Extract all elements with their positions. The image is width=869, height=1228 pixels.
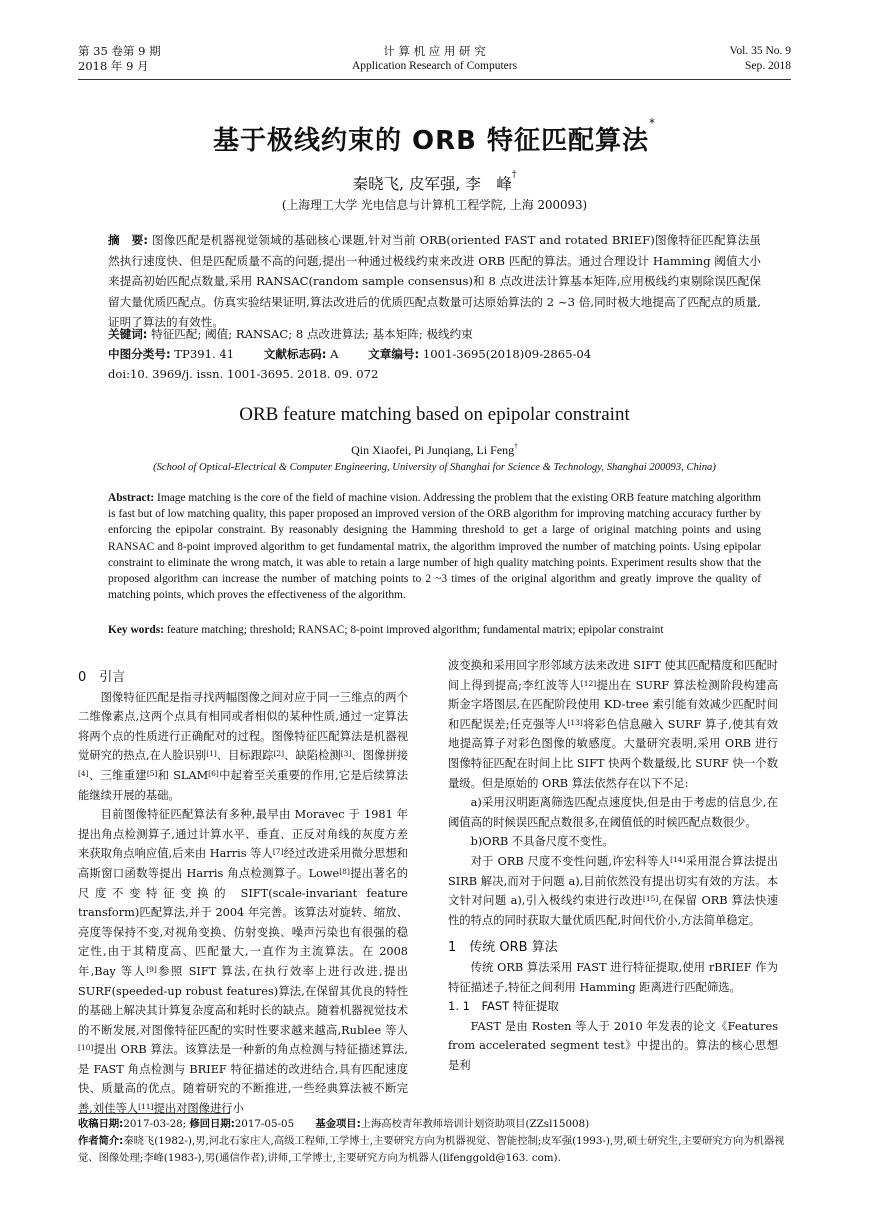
abstract-cn-label: 摘 要: [108,233,149,247]
en-title: ORB feature matching based on epipolar constraint [239,404,630,425]
journal-name-en: Application Research of Computers [351,60,518,72]
date-cn: 2018 年 9 月 [78,59,149,73]
intro-paragraph-2: 目前图像特征匹配算法有多种,最早由 Moravec 于 1981 年提出角点检测算子,通过计算水平、垂直、正反对角线的灰度方差来获取角点响应值,后来由 Harris 等人[7]经过改进采用微分思想和高斯窗口函数等提出 Harris 角点检测算子。Lowe[8]提出著名的尺度不变特征变换的 SIFT(scale-invariant feature transform)匹配算法,并于 2004 年完善。该算法对旋转、缩放、亮度等保持不变,对视角变换、仿射变换、噪声污染也有很强的稳定性,由于其精度高、匹配量大,一直作为主流算法。在 2008 年,Bay 等人[9]参照 SIFT 算法,在执行效率上进行改进,提出 SURF(speeded-up robust features)算法,在保留其优良的特性的基础上解决其计算复杂度高和耗时长的缺点。随着机器视觉技术的不断发展,对图像特征匹配的实时性要求越来越高,Rublee 等人[10]提出 ORB 算法。该算法是一种新的角点检测与特征描述算法,是 FAST 角点检测与 BRIEF 特征描述的改进结合,具有匹配速度快、质量高的优点。随着研究的不断推进,一些经典算法被不断完善,刘佳等人[11]提出对图像进行小 [78,808,408,1116]
en-corresponding-mark: † [514,441,518,450]
limitation-b: b)ORB 不具备尺度不变性。 [470,835,614,849]
paper-title [0,116,869,157]
en-authors [0,443,869,458]
doccode-value: A [330,347,339,361]
authors-text: 秦晓飞, 皮军强, 李 峰 [352,175,512,193]
section-1-1-heading: 1. 1 FAST 特征提取 [448,999,559,1014]
abstract-cn [108,230,761,333]
intro-paragraph-1: 图像特征匹配是指寻找两幅图像之间对应于同一三维点的两个二维像素点,这两个点具有相同或者相似的某种性质,通过一定算法将两个点的性质进行正确配对的过程。图像特征匹配算法是机器视觉研究的热点,在人脸识别[1]、目标跟踪[2]、缺陷检测[3]、图像拼接[4]、三维重建[5]和 SLAM[6]中起着至关重要的作用,它是后续算法能继续开展的基础。 [78,690,408,802]
section-1-1-paragraph: FAST 是由 Rosten 等人于 2010 年发表的论文《Features from accelerated segment test》中提出的。算法的核心思想是利 [448,1019,778,1072]
affiliation: (上海理工大学 光电信息与计算机工程学院, 上海 200093) [281,198,588,212]
abstract-en [108,490,761,603]
section-1-paragraph: 传统 ORB 算法采用 FAST 进行特征提取,使用 rBRIEF 作为特征描述子,特征之间利用 Hamming 距离进行匹配筛选。 [448,960,778,994]
keywords-cn [108,324,761,345]
section-0-heading: 0 引言 [78,670,126,685]
en-authors-text: Qin Xiaofei, Pi Junqiang, Li Feng [351,443,515,457]
doi: doi:10. 3969/j. issn. 1001-3695. 2018. 09. 072 [108,367,379,381]
journal-name-cn: 计 算 机 应 用 研 究 [383,44,486,58]
keywords-cn-text: 特征匹配; 阈值; RANSAC; 8 点改进算法; 基本矩阵; 极线约束 [151,327,473,341]
footnote-bio: 作者简介:秦晓飞(1982-),男,河北石家庄人,高级工程师,工学博士,主要研究方向为机器视觉、智能控制;皮军强(1993-),男,硕士研究生,主要研究方向为机器视觉、图像处理;李峰(1983-),男(通信作者),讲师,工学博士,主要研究方向为机器人(lifenggold@163. com). [78,1135,785,1164]
corresponding-mark: † [511,170,517,180]
header-right [730,44,791,74]
keywords-cn-label: 关键词: [108,327,148,341]
intro-paragraph-3: 对于 ORB 尺度不变性问题,许宏科等人[14]采用混合算法提出 SIRB 解决,而对于问题 a),目前依然没有提出切实有效的方法。本文针对问题 a),引入极线约束进行改进[15],在保留 ORB 算法快速性的特点的同时获取大量优质匹配,时间代价小,方法简单稳定。 [448,854,779,927]
limitation-a: a)采用汉明距离筛选匹配点速度快,但是由于考虑的信息少,在阈值高的时候误匹配点数很多,在阈值低的时候匹配点数很少。 [448,796,778,829]
clc-value: TP391. 41 [174,347,235,361]
footnote [78,1116,791,1167]
keywords-en-text: feature matching; threshold; RANSAC; 8-point improved algorithm; fundamental matrix; epipolar constraint [166,624,664,636]
abstract-en-label: Abstract: [108,492,155,504]
header-rule [78,79,791,80]
paper-title-text: 基于极线约束的 ORB 特征匹配算法 [212,126,650,156]
footnote-rule [78,1113,230,1114]
classification-line [108,344,761,365]
volume-issue-en: Vol. 35 No. 9 [729,45,791,57]
authors [0,172,869,194]
doccode-label: 文献标志码: [263,347,327,361]
footnote-dates: 收稿日期:2017-03-28; 修回日期:2017-05-05 基金项目:上海高校青年教师培训计划资助项目(ZZsl15008) [78,1118,590,1130]
abstract-cn-text: 图像匹配是机器视觉领域的基础核心课题,针对当前 ORB(oriented FAST and rotated BRIEF)图像特征匹配算法虽然执行速度快、但是匹配质量不高的问题,提出一种通过极线约束来改进 ORB 匹配的算法。通过合理设计 Hamming 阈值大小来提高初始匹配点数量,采用 RANSAC(random sample consensus)和 8 点改进法计算基本矩阵,应用极线约束剔除误匹配保留大量优质匹配点。仿真实验结果证明,算法改进后的优质匹配点数量可达原始算法的 2 ~3 倍,同时极大地提高了匹配点的质量,证明了算法的有效性。 [108,233,762,329]
title-footnote-mark: * [649,116,657,130]
body-left-column [78,668,408,1119]
keywords-en-label: Key words: [108,624,164,636]
abstract-en-text: Image matching is the core of the field of machine vision. Addressing the problem that the existing ORB feature matching algorithm is fast but of low matching quality, this paper proposed an improved version of the ORB algorithm for improving matching accuracy further by enforcing the epipolar constraint. By reasonably designing the Hamming threshold to get a large of original matching points and using RANSAC and 8-point improved algorithm to get fundamental matrix, the algorithm improved the number of matching points. Using epipolar constraint to eliminate the wrong match, it was able to retain a large number of high quality matching points. Experiment results show that the proposed algorithm can increase the number of matching points to 2 ~3 times of the original algorithm and greatly improve the quality of matching points, which proves the effectiveness of the algorithm. [108,492,761,602]
body-right-column [448,656,778,1075]
section-1-heading: 1 传统 ORB 算法 [448,940,558,956]
keywords-en [108,622,761,638]
intro-paragraph-2-cont: 波变换和采用回字形邻域方法来改进 SIFT 使其匹配精度和匹配时间上得到提高;李红波等人[12]提出在 SURF 算法检测阶段构建高斯金字塔图层,在匹配阶段使用 KD-tree 索引能有效减少匹配时间和匹配误差;任克强等人[13]将彩色信息融入 SURF 算子,使其有效地提高算子对彩色图像的敏感度。大量研究表明,采用 ORB 进行图像特征匹配在时间上比 SIFT 快两个数量级,比 SURF 快一个数量级。但是原始的 ORB 算法依然存在以下不足: [448,659,778,790]
article-no-label: 文章编号: [368,347,420,361]
clc-label: 中图分类号: [108,347,171,361]
en-affiliation: (School of Optical-Electrical & Computer Engineering, University of Shanghai for Science & Technology, Shanghai 200093, China) [153,462,716,473]
date-en: Sep. 2018 [745,60,791,72]
volume-issue-cn: 第 35 卷第 9 期 [78,44,161,58]
article-no-value: 1001-3695(2018)09-2865-04 [422,347,592,361]
